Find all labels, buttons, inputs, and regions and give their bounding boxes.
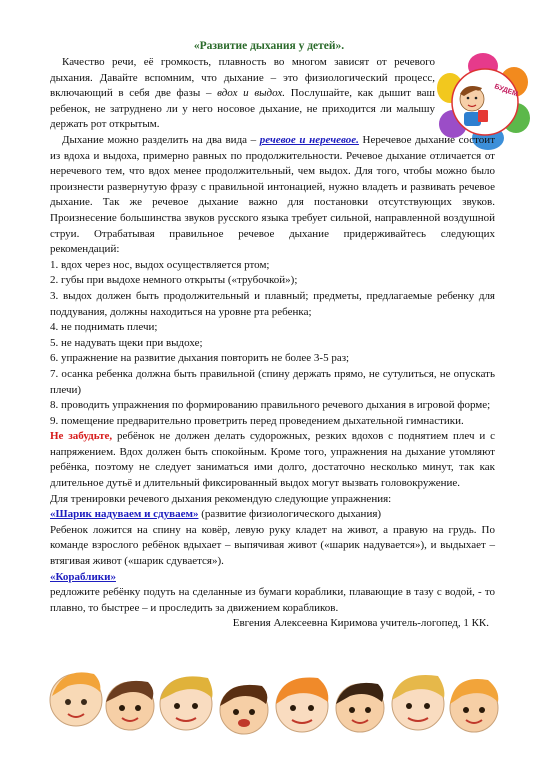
recommendation-item: 9. помещение предварительно проветрить перед проведением дыхательной гимнастики. — [50, 414, 464, 427]
intro-text-1: Качество речи, её громкость, плавность во многом зависят от речевого дыхания. Давайте вспомним, что дыхание – это физиологический процесс, включающий в себя две фазы – — [50, 56, 435, 100]
kid-5 — [276, 678, 328, 732]
exercise-balloon-heading — [50, 507, 495, 523]
kinds-description: Неречевое дыхание состоит из вдоха и выдоха, примерно равных по продолжительности. Речевое дыхание отличается от неречевого тем, что вдох менее продолжительный, чем выдох. Для того, чтобы можно было произнести развернутую фразу с правильной интонацией, нужно владеть и развивать речевое дыхание. Так же речевое дыхание важно для постановки отсутствующих звуков. Произнесение большинства звуков русского языка требует сильной, направленной воздушной струи. Отрабатывая правильное речевое дыхание придерживайтесь следующих рекомендаций: — [50, 134, 495, 256]
kids-illustration — [48, 660, 502, 752]
illustration-baseline — [48, 738, 502, 752]
recommendation-item: 3. выдох должен быть продолжительный и плавный; предметы, предлагаемые ребенку для поддувания, должны находиться на уровне рта ребенка; — [50, 289, 495, 318]
phases-text: вдох и выдох. — [217, 87, 286, 100]
kid-8 — [450, 679, 498, 732]
exercise-boats-heading — [50, 570, 495, 586]
kid-6 — [336, 683, 384, 732]
kid-7 — [392, 675, 444, 730]
warning-label: Не забудьте, — [50, 430, 113, 443]
speech-kinds-paragraph — [50, 133, 495, 258]
recommendation-item: 7. осанка ребенка должна быть правильной (спину держать прямо, не сутулиться, не опускать плечи) — [50, 367, 495, 396]
exercise-balloon-note: (развитие физиологического дыхания) — [201, 508, 382, 521]
kinds-text: речевое и неречевое. — [259, 134, 359, 146]
kid-4 — [220, 685, 268, 734]
kid-1 — [50, 672, 102, 726]
exercise-boats-text: редложите ребёнку подуть на сделанные из бумаги кораблики, плавающие в тазу с водой, - то плавно, то быстрее – и проследить за движением корабликов. — [50, 586, 495, 614]
intro-paragraph — [50, 55, 435, 133]
exercises-intro: Для тренировки речевого дыхания рекомендую следующие упражнения: — [50, 492, 392, 505]
recommendation-item: 6. упражнение на развитие дыхания повторить не более 3-5 раз; — [50, 352, 350, 365]
exercise-boats-title: «Кораблики» — [50, 570, 116, 583]
recommendation-item: 8. проводить упражнения по формированию правильного речевого дыхания в игровой форме; — [50, 399, 491, 412]
exercise-balloon-title: «Шарик надуваем и сдуваем» — [50, 508, 199, 521]
intro-text-1b: Послушайте, как дышит ваш ребенок, не затруднено ли у него носовое дыхание, не приходится ли малышу держать рот открытым. — [50, 87, 436, 131]
author-signature: Евгения Алексеевна Киримова учитель-логопед, 1 КК. — [232, 617, 489, 630]
logo-text: БУДЕМ — [493, 83, 519, 99]
recommendation-item: 5. не надувать щеки при выдохе; — [50, 336, 203, 349]
kinds-intro: Дыхание можно разделить на два вида – — [62, 134, 257, 146]
exercise-balloon-text: Ребенок ложится на спину на ковёр, левую руку кладет на живот, а правую на грудь. По команде взрослого ребёнок вдыхает – выпячивая живот («шарик надувается»), и выдыхает – втягивая живот («шарик сдувается»). — [50, 523, 495, 568]
warning-paragraph — [50, 429, 495, 491]
recommendation-item: 1. вдох через нос, выдох осуществляется ртом; — [50, 258, 270, 271]
kid-3 — [160, 676, 213, 730]
recommendation-item: 2. губы при выдохе немного открыты («трубочкой»); — [50, 274, 298, 287]
kid-2 — [106, 681, 154, 730]
recommendation-item: 4. не поднимать плечи; — [50, 321, 158, 334]
document-title: «Развитие дыхания у детей». — [193, 40, 345, 52]
main-text — [50, 133, 495, 632]
warning-text: ребёнок не должен делать судорожных, резких вдохов с поднятием плеч и с напряжением. Вдох должен быть спокойным. Кроме того, упражнения на дыхание утомляют ребёнка, поэтому не следует заниматься ими долго, достаточно несколько минут, так как длительное дутьё и длительный фиксированный выдох могут вызвать головокружение. — [50, 430, 496, 490]
